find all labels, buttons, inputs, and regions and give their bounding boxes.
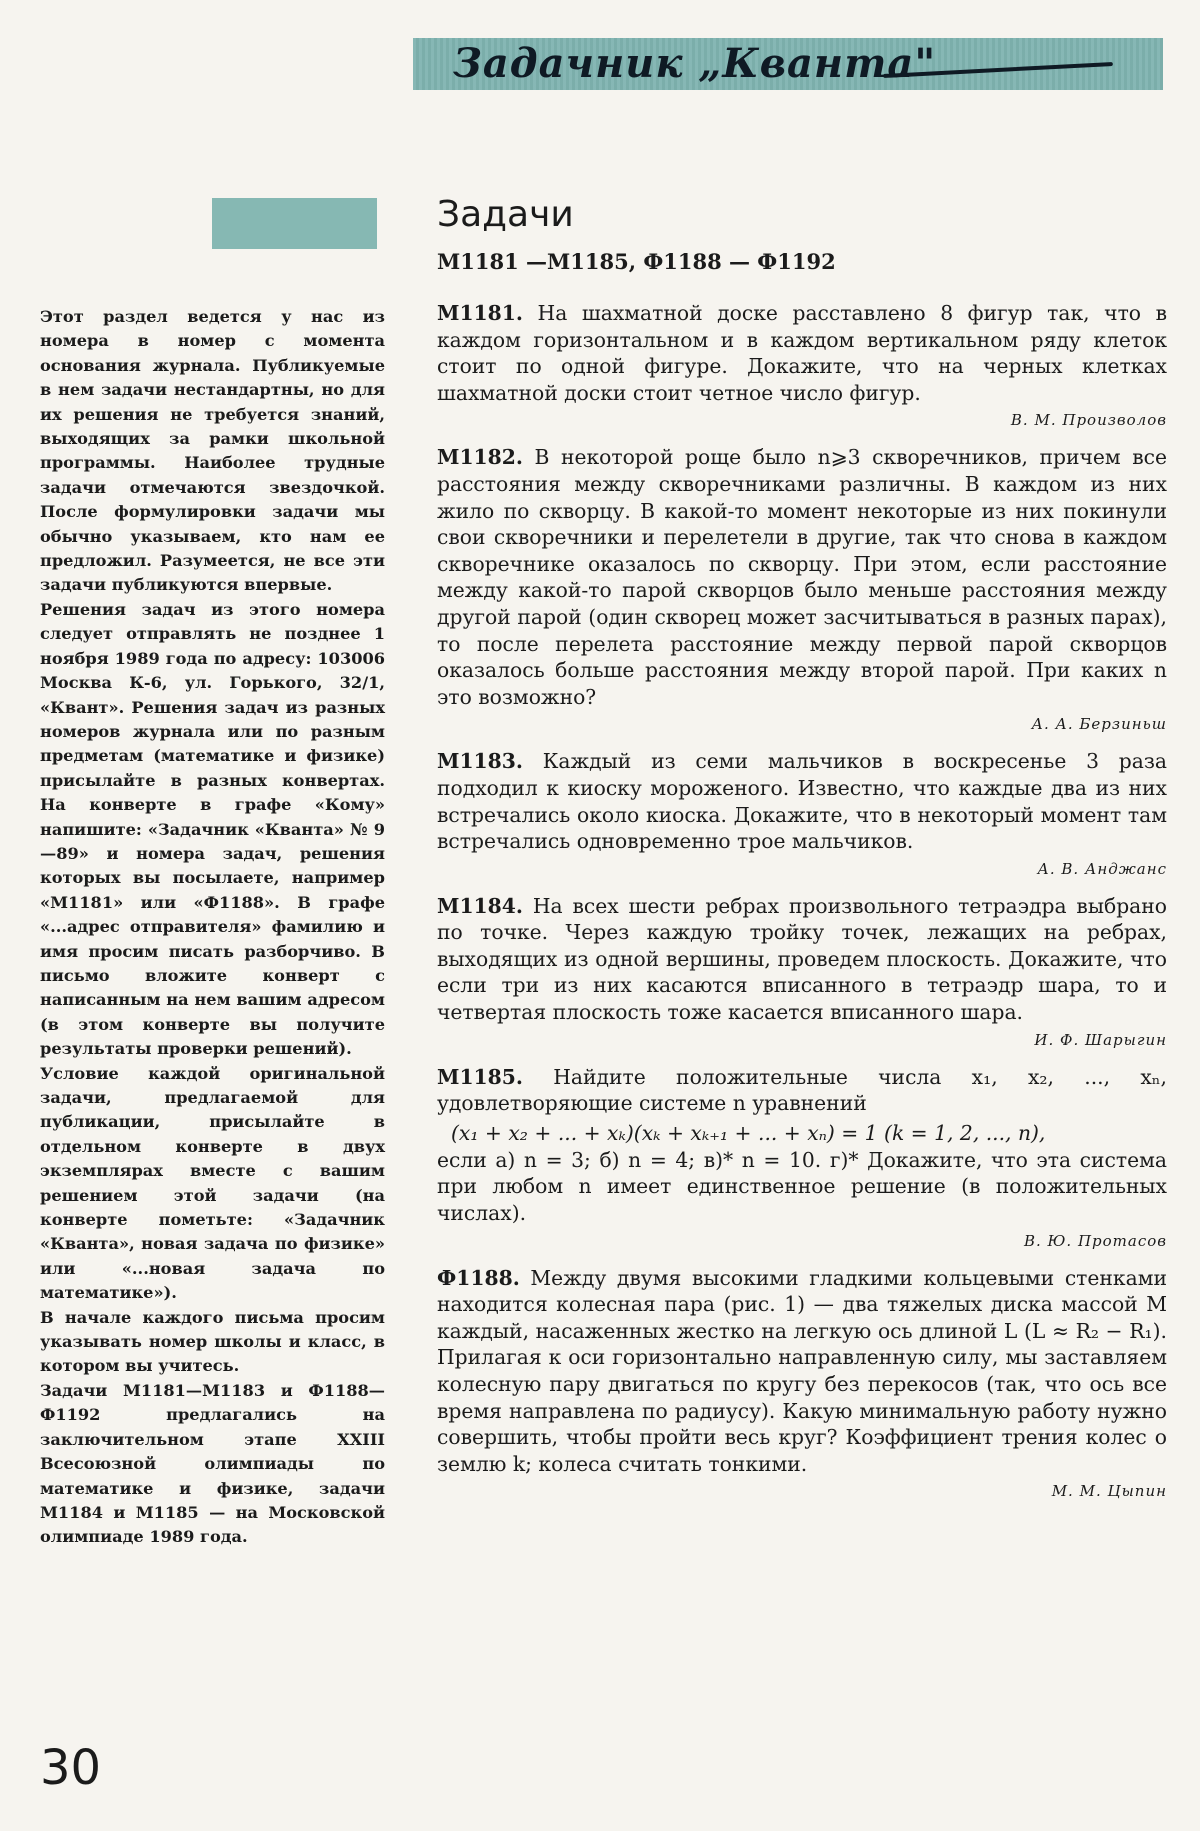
problem-f1188 bbox=[437, 1265, 1167, 1502]
sidebar-color-block bbox=[212, 198, 377, 249]
problem-body: Найдите положительные числа x₁, x₂, ..., xₙ, удовлетворяющие системе n уравнений bbox=[437, 1064, 1167, 1116]
sidebar-paragraph: В начале каждого письма просим указывать номер школы и класс, в котором вы учитесь. bbox=[40, 1307, 385, 1376]
problem-body: Каждый из семи мальчиков в воскресенье 3 раза подходил к киоску мороженого. Известно, что каждые два из них встречались около киоска. Докажите, что в некоторый момент там встречались одновременно трое мальчиков. bbox=[437, 749, 1167, 854]
problem-list bbox=[437, 300, 1167, 1515]
problem-text bbox=[437, 1064, 1167, 1117]
page-number: 30 bbox=[40, 1740, 102, 1796]
problem-author: М. М. Цыпин bbox=[1051, 1482, 1167, 1501]
problem-text bbox=[437, 444, 1167, 710]
problem-text-continued: если а) n = 3; б) n = 4; в)* n = 10. г)* Докажите, что эта система при любом n имеет единственное решение (в положительных числах). bbox=[437, 1147, 1167, 1226]
problem-text bbox=[437, 1265, 1167, 1478]
page-title: Задачи bbox=[437, 194, 574, 235]
problem-formula: (x₁ + x₂ + ... + xₖ)(xₖ + xₖ₊₁ + ... + xₙ) = 1 (k = 1, 2, ..., n), bbox=[451, 1120, 1046, 1145]
problem-m1182 bbox=[437, 444, 1167, 734]
sidebar-paragraph: Решения задач из этого номера следует отправлять не позднее 1 ноября 1989 года по адресу: 103006 Москва К-6, ул. Горького, 32/1, «Квант». Решения задач из разных номеров журнала или по разным предметам (математике и физике) присылайте в разных конвертах. На конверте в графе «Кому» напишите: «Задачник «Кванта» № 9—89» и номера задач, решения которых вы посылаете, например «М1181» или «Ф1188». В графе «...адрес отправителя» фамилию и имя просим писать разборчиво. В письмо вложите конверт с написанным на нем вашим адресом (в этом конверте вы получите результаты проверки решений). bbox=[40, 599, 385, 1059]
problem-m1185 bbox=[437, 1064, 1167, 1251]
sidebar-paragraph: Условие каждой оригинальной задачи, предлагаемой для публикации, присылайте в отдельном конверте в двух экземплярах вместе с вашим решением этой задачи (на конверте пометьте: «Задачник «Кванта», новая задача по физике» или «...новая задача по математике»). bbox=[40, 1063, 385, 1303]
sidebar-paragraph: Этот раздел ведется у нас из номера в номер с момента основания журнала. Публикуемые в нем задачи нестандартны, но для их решения не требуется знаний, выходящих за рамки школьной программы. Наиболее трудные задачи отмечаются звездочкой. После формулировки задачи мы обычно указываем, кто нам ее предложил. Разумеется, не все эти задачи публикуются впервые. bbox=[40, 307, 385, 595]
problem-id: М1184. bbox=[437, 893, 523, 918]
problem-text bbox=[437, 893, 1167, 1026]
problem-id: Ф1188. bbox=[437, 1265, 520, 1290]
sidebar-paragraph: Задачи М1181—М1183 и Ф1188—Ф1192 предлагались на заключительном этапе XXIII Всесоюзной олимпиады по математике и физике, задачи М1184 и М1185 — на Московской олимпиаде 1989 года. bbox=[40, 1380, 385, 1547]
problem-author: И. Ф. Шарыгин bbox=[1034, 1030, 1167, 1049]
problem-m1181 bbox=[437, 300, 1167, 430]
problem-author: В. М. Произволов bbox=[1010, 411, 1167, 430]
problem-id: М1181. bbox=[437, 301, 523, 325]
problem-author: В. Ю. Протасов bbox=[1023, 1231, 1167, 1250]
problem-text bbox=[437, 748, 1167, 854]
problem-id: М1182. bbox=[437, 445, 523, 470]
sidebar-info bbox=[40, 305, 385, 1550]
problem-body: На шахматной доске расставлено 8 фигур так, что в каждом горизонтальном и в каждом вертикальном ряду клеток стоит по одной фигуре. Докажите, что на черных клетках шахматной доски стоит четное число фигур. bbox=[437, 301, 1168, 405]
problem-body: На всех шести ребрах произвольного тетраэдра выбрано по точке. Через каждую тройку точек, лежащих на ребрах, выходящих из одной вершины, проведем плоскость. Докажите, что если три из них касаются вписанного в тетраэдр шара, то и четвертая плоскость тоже касается вписанного шара. bbox=[437, 893, 1167, 1025]
problem-m1183 bbox=[437, 748, 1167, 878]
problem-m1184 bbox=[437, 893, 1167, 1050]
problem-body: В некоторой роще было n⩾3 скворечников, причем все расстояния между скворечниками различны. В каждом из них жило по скворцу. В какой-то момент некоторые из них покинули свои скворечники и перелетели в другие, так что снова в каждом скворечнике оказалось по скворцу. При этом, если расстояние между какой-то парой скворцов было меньше расстояния между другой парой (один скворец может засчитываться в разных парах), то после перелета расстояние между первой парой скворцов оказалось больше расстояния между второй парой. При каких n это возможно? bbox=[437, 445, 1167, 709]
problem-author: А. А. Берзиньш bbox=[1031, 715, 1167, 734]
banner-title: Задачник „Кванта" bbox=[453, 40, 937, 87]
section-banner bbox=[413, 38, 1163, 90]
problem-author: А. В. Анджанс bbox=[1037, 859, 1167, 878]
problem-id: М1183. bbox=[437, 749, 523, 774]
problem-text bbox=[437, 300, 1167, 406]
problem-range-subtitle: М1181 —М1185, Ф1188 — Ф1192 bbox=[437, 249, 836, 274]
problem-id: М1185. bbox=[437, 1064, 523, 1089]
problem-body: Между двумя высокими гладкими кольцевыми стенками находится колесная пара (рис. 1) — два тяжелых диска массой M каждый, насаженных жестко на легкую ось длиной L (L ≈ R₂ − R₁). Прилагая к оси горизонтально направленную силу, мы заставляем колесную пару двигаться по кругу без перекосов (так, что ось все время направлена по радиусу). Какую минимальную работу нужно совершить, чтобы пройти весь круг? Коэффициент трения колес о землю k; колеса считать тонкими. bbox=[437, 1265, 1167, 1476]
main-header bbox=[437, 192, 1167, 276]
